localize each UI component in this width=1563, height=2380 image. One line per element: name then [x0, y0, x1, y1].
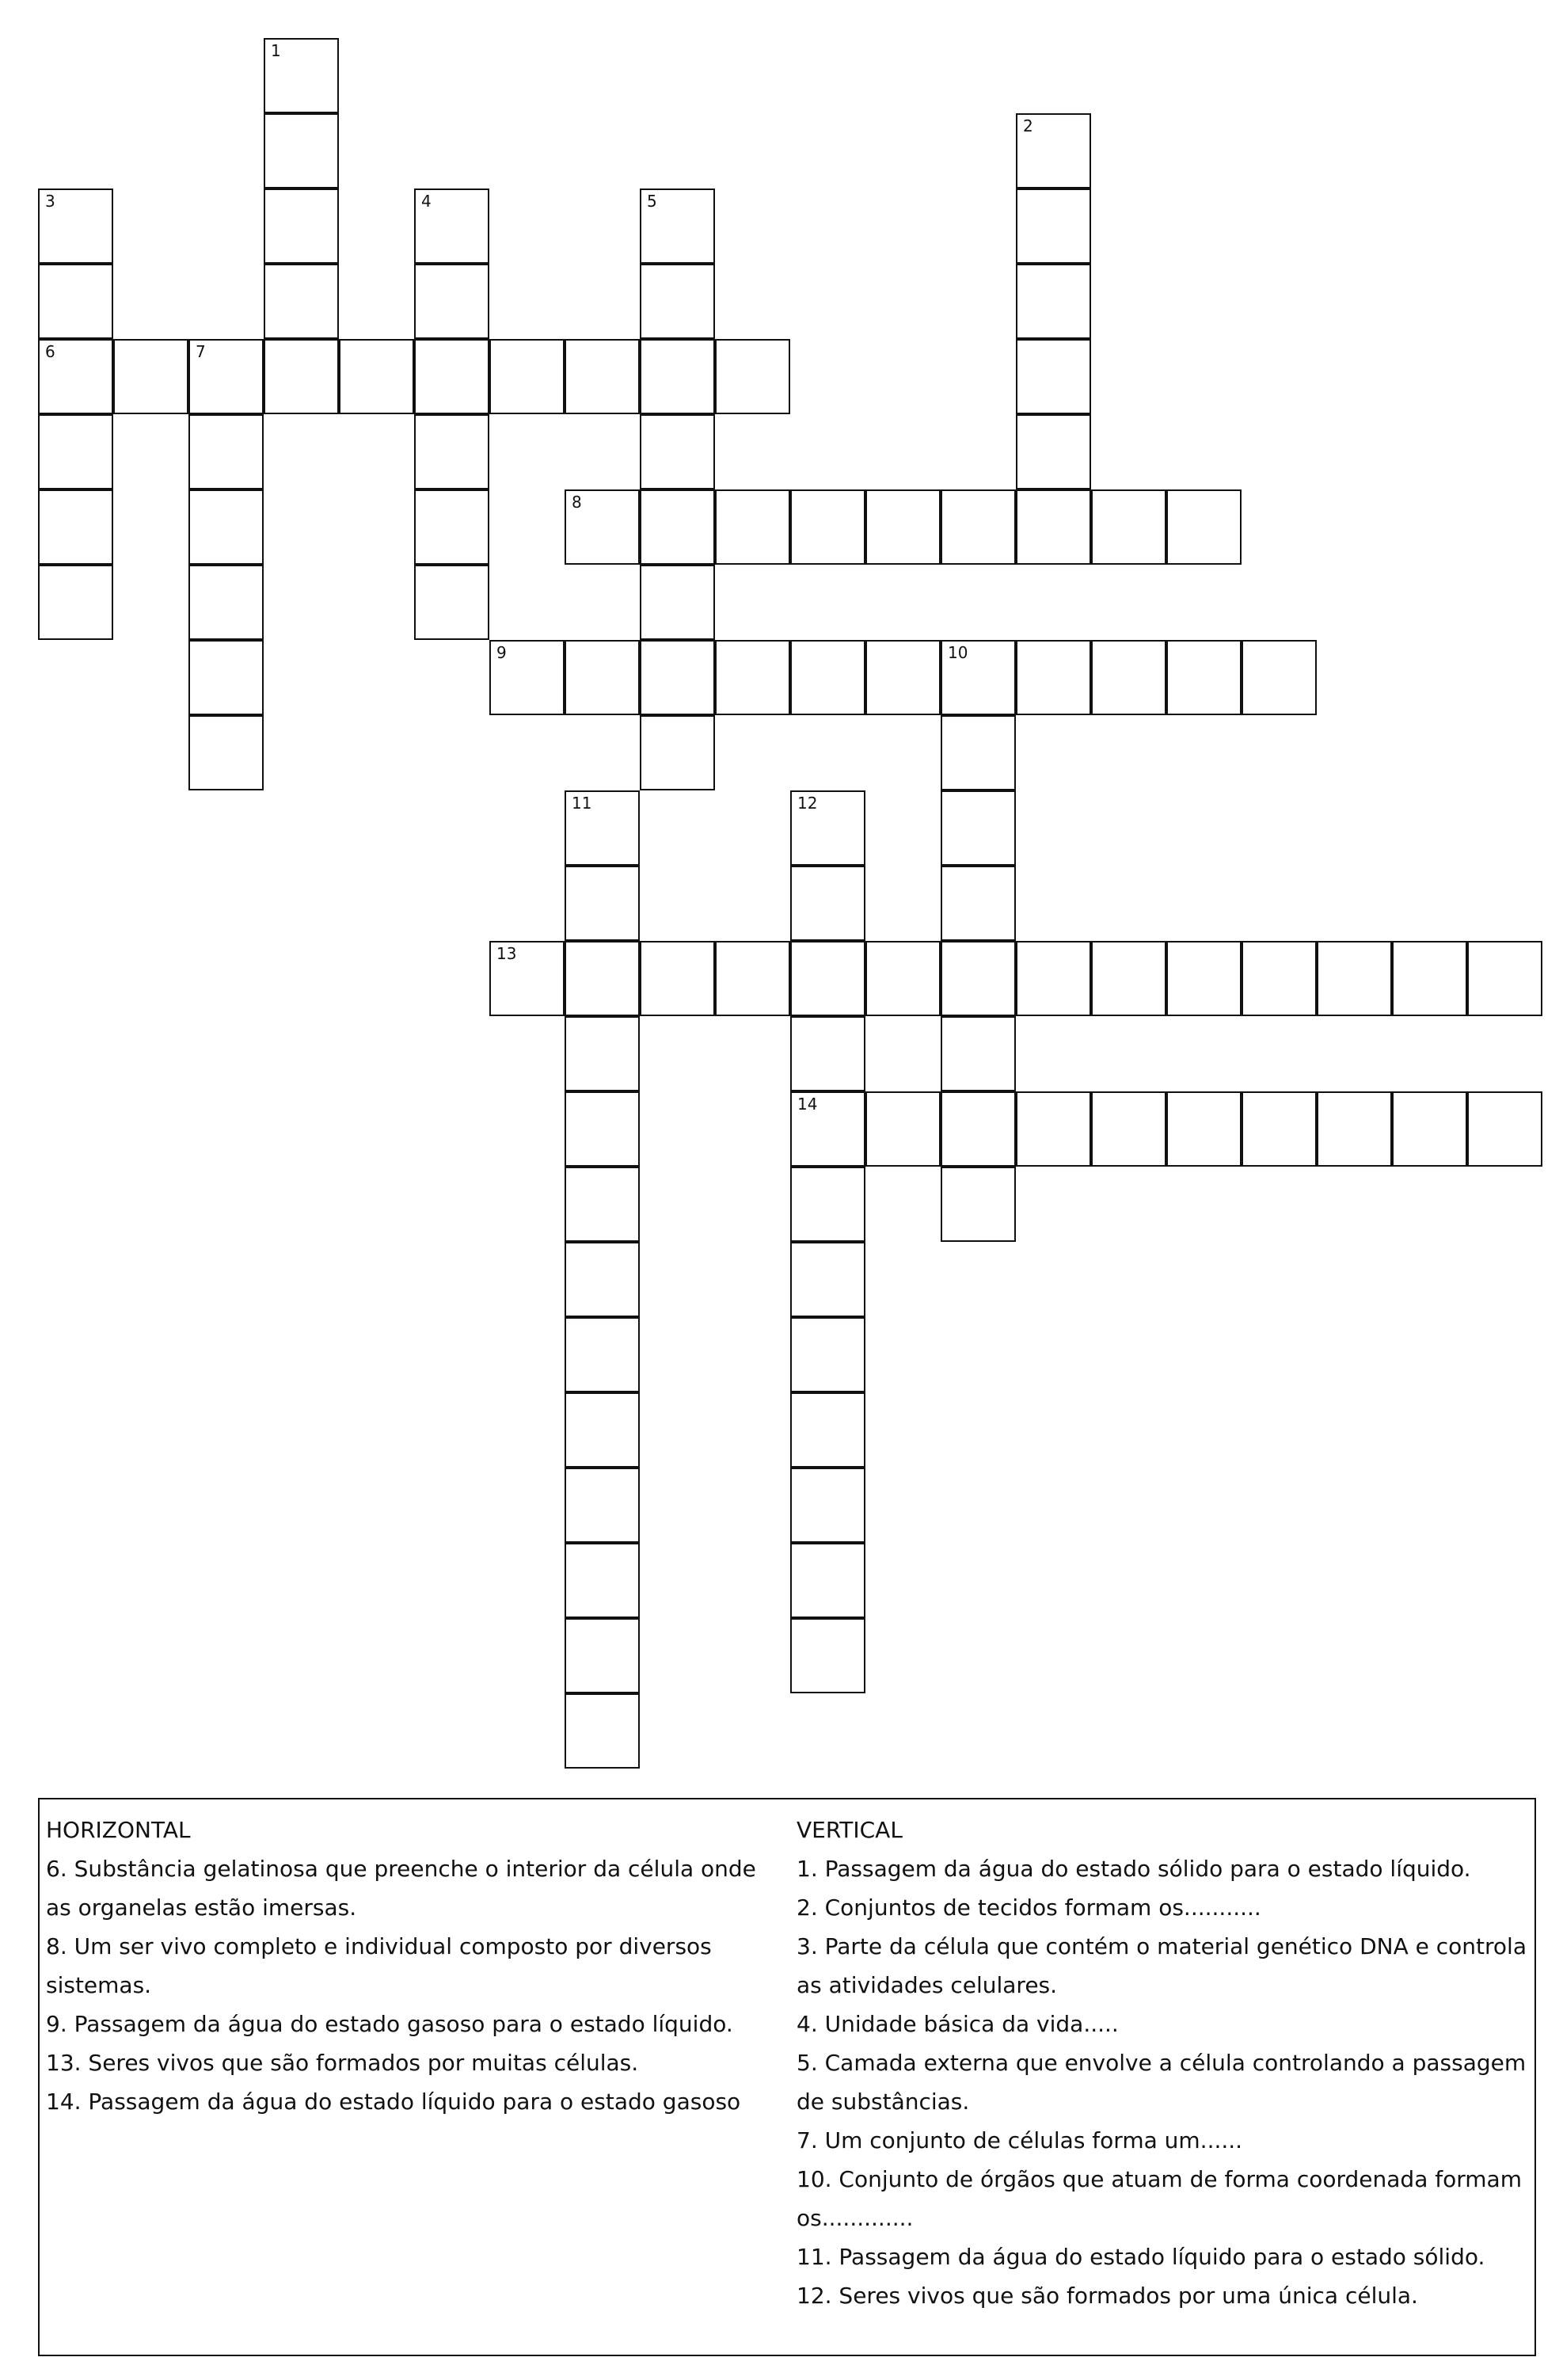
clue-vertical-1: 1. Passagem da água do estado sólido para o estado líquido.	[797, 1856, 1471, 1882]
grid-cell[interactable]	[1392, 941, 1467, 1016]
grid-cell[interactable]	[1016, 640, 1091, 715]
grid-cell[interactable]	[264, 38, 339, 113]
grid-cell[interactable]	[640, 565, 715, 640]
clue-number: 12	[797, 794, 818, 813]
grid-cell[interactable]	[790, 1543, 865, 1618]
clue-number: 10	[948, 643, 968, 662]
clue-horizontal-8: 8. Um ser vivo completo e individual composto por diversos sistemas.	[46, 1933, 712, 1998]
grid-cell[interactable]	[790, 489, 865, 565]
grid-cell[interactable]	[715, 941, 790, 1016]
grid-cell[interactable]	[715, 339, 790, 414]
grid-cell[interactable]	[264, 188, 339, 264]
clue-number: 3	[45, 192, 55, 211]
grid-cell[interactable]	[38, 489, 113, 565]
grid-cell[interactable]	[565, 339, 640, 414]
grid-cell[interactable]	[264, 113, 339, 188]
grid-cell[interactable]	[941, 489, 1016, 565]
clue-number: 4	[421, 192, 432, 211]
grid-cell[interactable]	[38, 414, 113, 489]
grid-cell[interactable]	[339, 339, 414, 414]
grid-cell[interactable]	[1016, 1091, 1091, 1167]
clue-vertical-10: 10. Conjunto de órgãos que atuam de forma coordenada formam os.............	[797, 2166, 1522, 2231]
clue-number: 7	[196, 342, 206, 361]
grid-cell[interactable]	[565, 640, 640, 715]
grid-cell[interactable]	[941, 1016, 1016, 1091]
grid-cell[interactable]	[790, 1618, 865, 1693]
grid-cell[interactable]	[188, 640, 264, 715]
grid-cell[interactable]	[565, 1618, 640, 1693]
grid-cell[interactable]	[1467, 941, 1542, 1016]
grid-cell[interactable]	[1091, 640, 1166, 715]
grid-cell[interactable]	[640, 414, 715, 489]
grid-cell[interactable]	[640, 715, 715, 790]
grid-cell[interactable]	[489, 941, 565, 1016]
grid-cell[interactable]	[188, 565, 264, 640]
grid-cell[interactable]	[790, 790, 865, 866]
grid-cell[interactable]	[1016, 188, 1091, 264]
grid-cell[interactable]	[1016, 414, 1091, 489]
grid-cell[interactable]	[640, 264, 715, 339]
grid-cell[interactable]	[790, 640, 865, 715]
grid-cell[interactable]	[941, 941, 1016, 1016]
grid-cell[interactable]	[565, 1242, 640, 1317]
grid-cell[interactable]	[1016, 113, 1091, 188]
vertical-clues	[797, 1811, 1533, 2315]
clue-vertical-12: 12. Seres vivos que são formados por uma única célula.	[797, 2283, 1418, 2309]
grid-cell[interactable]	[640, 339, 715, 414]
grid-cell[interactable]	[264, 264, 339, 339]
grid-cell[interactable]	[38, 339, 113, 414]
grid-cell[interactable]	[941, 790, 1016, 866]
clue-number: 11	[572, 794, 592, 813]
grid-cell[interactable]	[565, 866, 640, 941]
grid-cell[interactable]	[941, 715, 1016, 790]
grid-cell[interactable]	[414, 339, 489, 414]
grid-cell[interactable]	[565, 489, 640, 565]
grid-cell[interactable]	[38, 565, 113, 640]
grid-cell[interactable]	[489, 640, 565, 715]
grid-cell[interactable]	[565, 1317, 640, 1392]
grid-cell[interactable]	[188, 414, 264, 489]
grid-cell[interactable]	[188, 715, 264, 790]
vertical-heading: VERTICAL	[797, 1817, 903, 1843]
grid-cell[interactable]	[565, 790, 640, 866]
grid-cell[interactable]	[565, 941, 640, 1016]
grid-cell[interactable]	[113, 339, 188, 414]
grid-cell[interactable]	[414, 565, 489, 640]
grid-cell[interactable]	[1016, 339, 1091, 414]
clue-horizontal-9: 9. Passagem da água do estado gasoso para o estado líquido.	[46, 2011, 733, 2037]
clue-number: 8	[572, 493, 582, 512]
clue-number: 1	[271, 41, 281, 60]
grid-cell[interactable]	[565, 1392, 640, 1468]
clue-vertical-11: 11. Passagem da água do estado líquido para o estado sólido.	[797, 2244, 1485, 2270]
grid-cell[interactable]	[1016, 941, 1091, 1016]
grid-cell[interactable]	[1166, 1091, 1242, 1167]
grid-cell[interactable]	[1467, 1091, 1542, 1167]
grid-cell[interactable]	[38, 188, 113, 264]
clue-number: 6	[45, 342, 55, 361]
grid-cell[interactable]	[790, 1091, 865, 1167]
clue-number: 13	[496, 944, 517, 963]
clue-number: 2	[1023, 116, 1033, 135]
grid-cell[interactable]	[790, 1317, 865, 1392]
grid-cell[interactable]	[1166, 489, 1242, 565]
grid-cell[interactable]	[565, 1091, 640, 1167]
clue-vertical-3: 3. Parte da célula que contém o material genético DNA e controla as atividades celulares.	[797, 1933, 1527, 1998]
grid-cell[interactable]	[1091, 941, 1166, 1016]
grid-cell[interactable]	[640, 188, 715, 264]
grid-cell[interactable]	[941, 1091, 1016, 1167]
grid-cell[interactable]	[1016, 264, 1091, 339]
clue-number: 9	[496, 643, 507, 662]
grid-cell[interactable]	[640, 640, 715, 715]
grid-cell[interactable]	[565, 1016, 640, 1091]
grid-cell[interactable]	[565, 1693, 640, 1769]
grid-cell[interactable]	[414, 489, 489, 565]
grid-cell[interactable]	[1317, 1091, 1392, 1167]
grid-cell[interactable]	[640, 489, 715, 565]
grid-cell[interactable]	[264, 339, 339, 414]
grid-cell[interactable]	[1016, 489, 1091, 565]
grid-cell[interactable]	[565, 1543, 640, 1618]
grid-cell[interactable]	[790, 1392, 865, 1468]
horizontal-heading: HORIZONTAL	[46, 1817, 191, 1843]
clue-horizontal-13: 13. Seres vivos que são formados por muitas células.	[46, 2050, 639, 2076]
grid-cell[interactable]	[1242, 640, 1317, 715]
grid-cell[interactable]	[941, 866, 1016, 941]
grid-cell[interactable]	[1242, 941, 1317, 1016]
clue-horizontal-6: 6. Substância gelatinosa que preenche o interior da célula onde as organelas estão imersas.	[46, 1856, 756, 1921]
horizontal-clues	[46, 1811, 774, 2121]
grid-cell[interactable]	[941, 640, 1016, 715]
clues-box	[38, 1798, 1536, 2356]
clue-vertical-5: 5. Camada externa que envolve a célula controlando a passagem de substâncias.	[797, 2050, 1527, 2115]
grid-cell[interactable]	[715, 489, 790, 565]
grid-cell[interactable]	[489, 339, 565, 414]
grid-cell[interactable]	[1091, 1091, 1166, 1167]
grid-cell[interactable]	[865, 1091, 941, 1167]
grid-cell[interactable]	[865, 941, 941, 1016]
grid-cell[interactable]	[1091, 489, 1166, 565]
grid-cell[interactable]	[565, 1167, 640, 1242]
grid-cell[interactable]	[414, 188, 489, 264]
clue-horizontal-14: 14. Passagem da água do estado líquido para o estado gasoso	[46, 2089, 741, 2115]
grid-cell[interactable]	[865, 640, 941, 715]
grid-cell[interactable]	[38, 264, 113, 339]
grid-cell[interactable]	[865, 489, 941, 565]
grid-cell[interactable]	[640, 941, 715, 1016]
grid-cell[interactable]	[188, 489, 264, 565]
grid-cell[interactable]	[1317, 941, 1392, 1016]
clue-vertical-7: 7. Um conjunto de células forma um......	[797, 2127, 1243, 2153]
clue-vertical-4: 4. Unidade básica da vida.....	[797, 2011, 1119, 2037]
grid-cell[interactable]	[790, 1242, 865, 1317]
grid-cell[interactable]	[565, 1468, 640, 1543]
grid-cell[interactable]	[1166, 640, 1242, 715]
grid-cell[interactable]	[790, 1167, 865, 1242]
grid-cell[interactable]	[790, 1016, 865, 1091]
grid-cell[interactable]	[790, 866, 865, 941]
clue-number: 14	[797, 1095, 818, 1114]
grid-cell[interactable]	[188, 339, 264, 414]
grid-cell[interactable]	[1242, 1091, 1317, 1167]
grid-cell[interactable]	[414, 264, 489, 339]
grid-cell[interactable]	[790, 941, 865, 1016]
grid-cell[interactable]	[414, 414, 489, 489]
grid-cell[interactable]	[941, 1167, 1016, 1242]
clue-vertical-2: 2. Conjuntos de tecidos formam os...........	[797, 1894, 1261, 1921]
grid-cell[interactable]	[1166, 941, 1242, 1016]
grid-cell[interactable]	[1392, 1091, 1467, 1167]
grid-cell[interactable]	[790, 1468, 865, 1543]
grid-cell[interactable]	[715, 640, 790, 715]
clue-number: 5	[647, 192, 657, 211]
